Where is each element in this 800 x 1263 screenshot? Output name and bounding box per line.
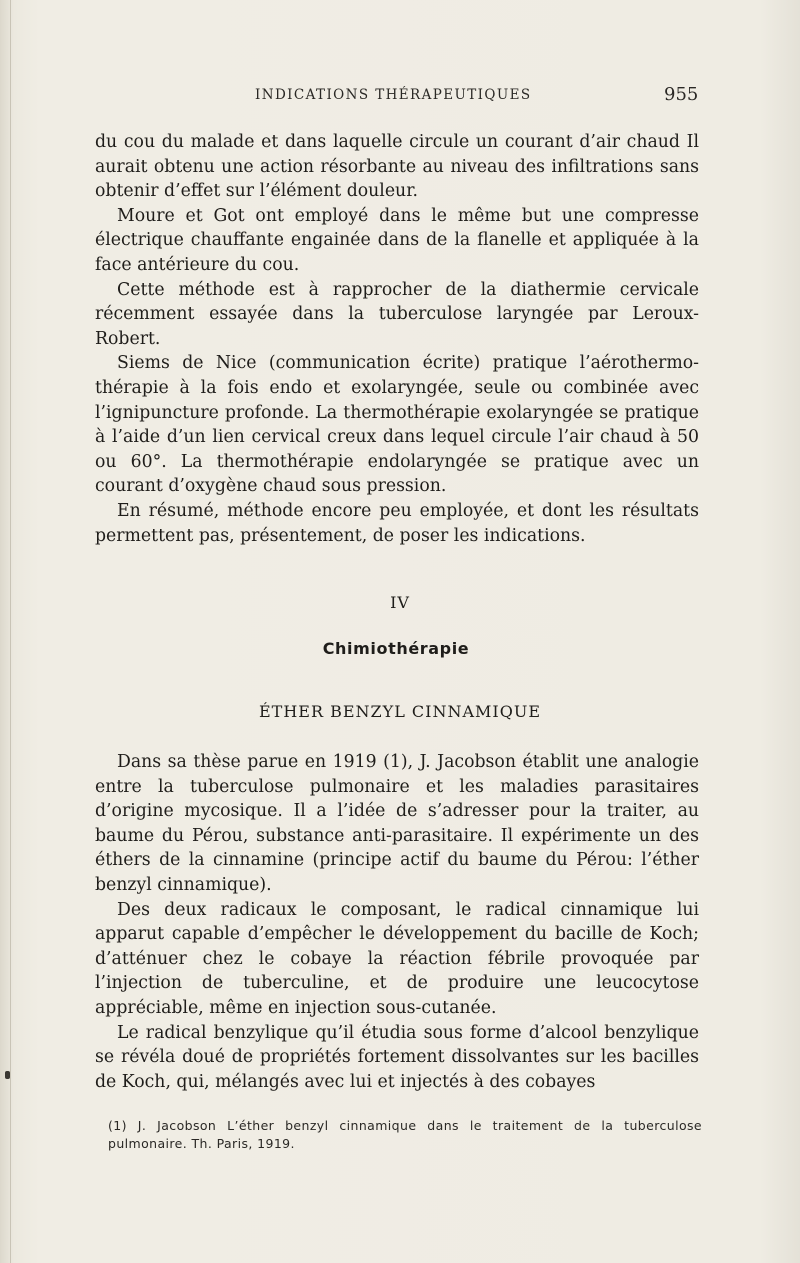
margin-mark bbox=[5, 1071, 10, 1079]
paragraph: Des deux radicaux le composant, le radical cinnamique lui apparut capable d’empêcher le développement du bacille de Koch; d’atténuer chez le cobaye la réaction fébrile provoquée par l’injection de tuberculine, et de produire une leucocytose appréciable, même en injection sous-cutanée. bbox=[95, 899, 699, 1018]
running-head: INDICATIONS THÉRAPEUTIQUES bbox=[255, 87, 532, 103]
paragraph: Dans sa thèse parue en 1919 (1), J. Jacobson établit une analogie entre la tuberculose pulmonaire et les maladies parasitaires d’origine mycosique. Il a l’idée de s’adresser pour la traiter, au baume du Pérou, substance anti-parasitaire. Il expérimente un des éthers de la cinnamine (principe actif du baume du Pérou: l’éther benzyl cinnamique). bbox=[95, 752, 699, 895]
page-number: 955 bbox=[664, 84, 699, 105]
section-title: Chimiothérapie bbox=[322, 639, 470, 658]
paragraph: du cou du malade et dans laquelle circule un courant d’air chaud Il aurait obtenu une action résorbante au niveau des infiltrations sans obtenir d’effet sur l’élément douleur. bbox=[95, 132, 699, 202]
subsection-title: ÉTHER BENZYL CINNAMIQUE bbox=[258, 702, 542, 721]
paragraph: En résumé, méthode encore peu employée, et dont les résultats permettent pas, présentement, de poser les indications. bbox=[95, 500, 699, 546]
section-number: IV bbox=[390, 593, 410, 612]
body-text-top bbox=[95, 130, 699, 548]
paragraph: Siems de Nice (communication écrite) pratique l’aérothermo-thérapie à la fois endo et exolaryngée, seule ou combinée avec l’ignipuncture profonde. La thermothérapie exolaryngée se pratique à l’aide d’un lien cervical creux dans lequel circule l’air chaud à 50 ou 60°. La thermothérapie endolaryngée se pratique avec un courant d’oxygène chaud sous pression. bbox=[95, 353, 699, 497]
footnote: (1) J. Jacobson L’éther benzyl cinnamique dans le traitement de la tuberculose pulmonaire. Th. Paris, 1919. bbox=[108, 1118, 702, 1151]
paragraph: Le radical benzylique qu’il étudia sous forme d’alcool benzylique se révéla doué de propriétés fortement dissolvantes sur les bacilles de Koch, qui, mélangés avec lui et injectés à des cobayes bbox=[95, 1022, 699, 1092]
paragraph: Cette méthode est à rapprocher de la diathermie cervicale récemment essayée dans la tuberculose laryngée par Leroux-Robert. bbox=[95, 279, 699, 349]
paragraph: Moure et Got ont employé dans le même but une compresse électrique chauffante engainée dans de la flanelle et appliquée à la face antérieure du cou. bbox=[95, 205, 699, 275]
body-text-bottom bbox=[95, 750, 699, 1094]
